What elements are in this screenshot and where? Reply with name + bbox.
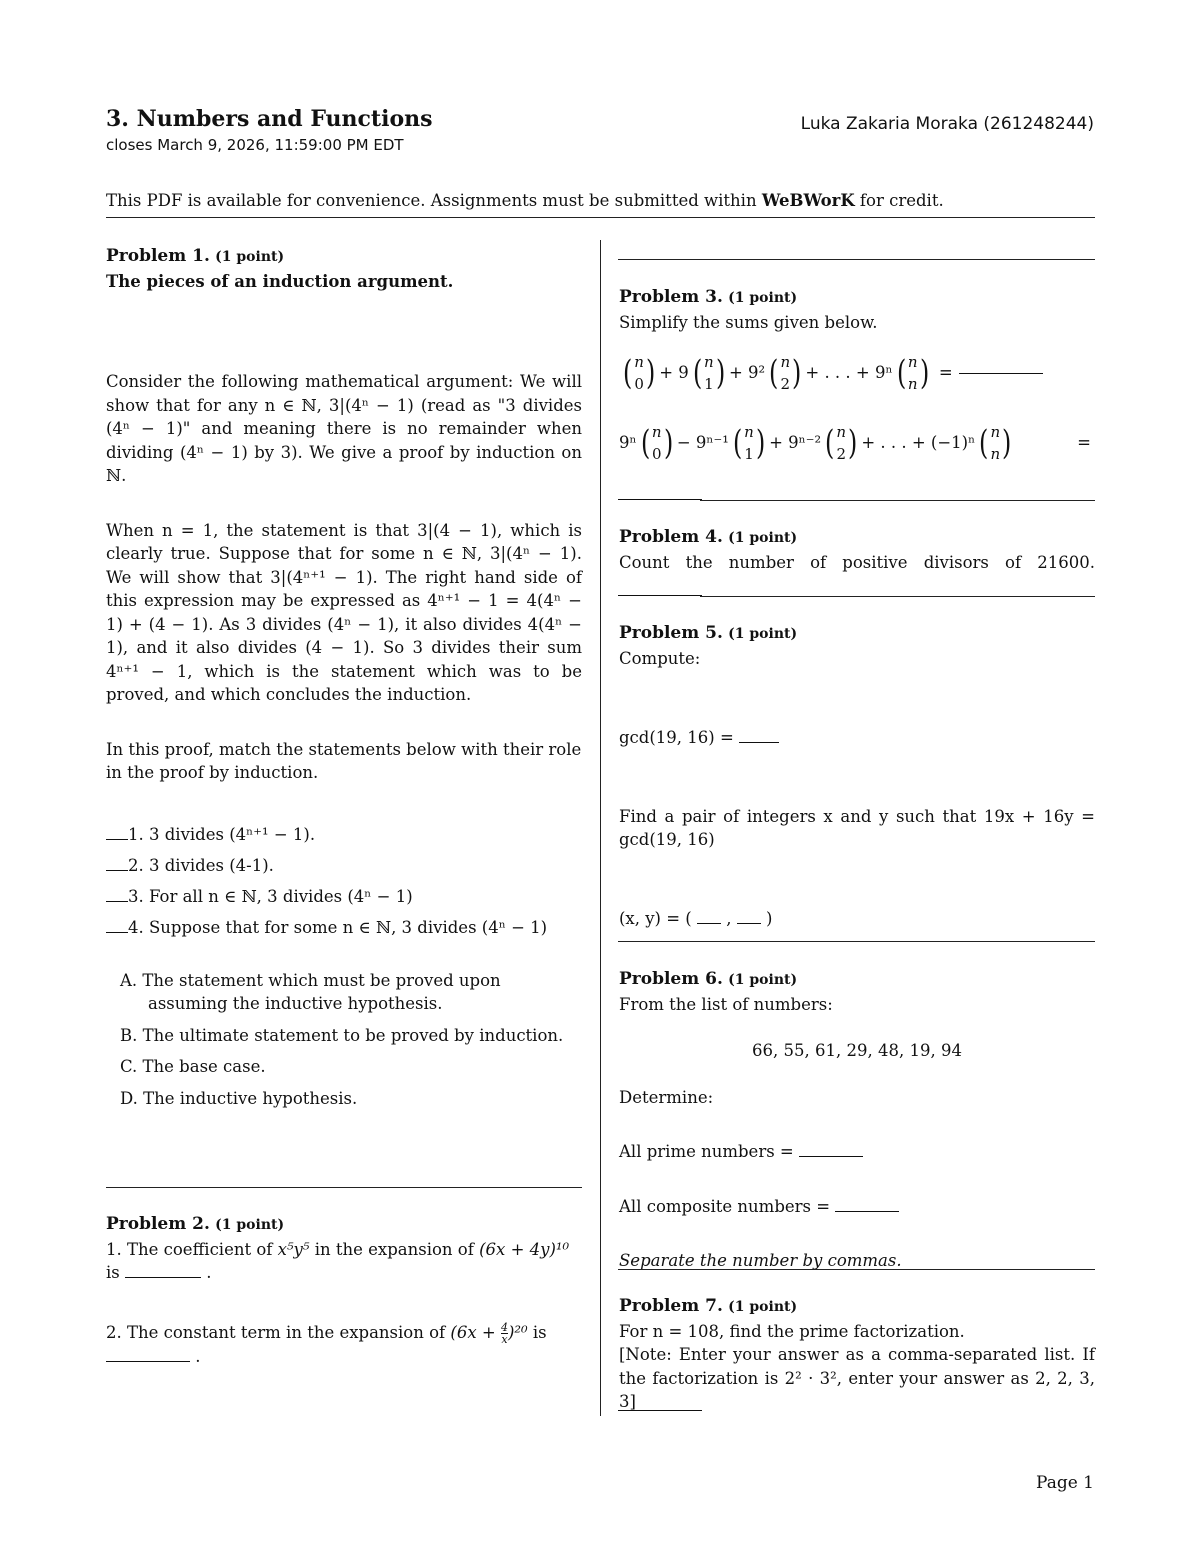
statement-item	[106, 916, 582, 947]
problem-4-rule	[700, 500, 1095, 501]
binom-bottom: 2	[836, 445, 846, 463]
problem-2: Problem 2. (1 point) 1. The coefficient of x⁵y⁵ in the expansion of (6x + 4y)¹⁰ is . 2. The constant term in the expansion of (6x + $\frac{4}{x}$ )²⁰ is .	[106, 1214, 570, 1366]
binom-top: n	[836, 423, 847, 441]
sum-1-answer-blank[interactable]	[959, 373, 1043, 374]
equals: =	[1077, 433, 1091, 453]
binom-top: n	[744, 423, 754, 441]
due-date: closes March 9, 2026, 11:59:00 PM EDT	[106, 136, 404, 154]
sum-term: + . . . + (−1)ⁿ	[861, 433, 976, 453]
q1-term: x⁵y⁵	[277, 1239, 310, 1259]
binom-bottom: 1	[744, 445, 754, 463]
sum-term: + 9²	[728, 363, 766, 383]
notice-text-pre: This PDF is available for convenience. Assignments must be submitted within	[106, 191, 762, 210]
q1-text: 1. The coefficient of	[106, 1239, 278, 1259]
number-list: 66, 55, 61, 29, 48, 19, 94	[752, 1041, 962, 1060]
binom-top: n	[634, 353, 644, 371]
option-item: D. The inductive hypothesis.	[120, 1088, 358, 1108]
problem-2-label: Problem 2.	[106, 1214, 210, 1234]
binom-top: n	[651, 423, 662, 441]
statement-list	[106, 823, 582, 947]
problem-1-proof: When n = 1, the statement is that 3|(4 − 1), which is clearly true. Suppose that for some n ∈ ℕ, 3|(4ⁿ − 1). We will show that 3|(4ⁿ⁺¹ − 1). The right hand side of this expression may be expressed as 4ⁿ⁺¹ − 1 = 4(4ⁿ − 1) + (4 − 1). As 3 divides (4ⁿ − 1), it also divides 4(4ⁿ − 1), and it also divides (4 − 1). So 3 divides their sum 4ⁿ⁺¹ − 1, which is the statement which was to be proved, and which concludes the induction.	[106, 520, 582, 704]
answer-blank-1[interactable]	[106, 839, 128, 840]
y-answer-blank[interactable]	[737, 923, 761, 924]
pair-comma: ,	[726, 908, 732, 928]
gcd-answer-blank[interactable]	[739, 742, 779, 743]
problem-1-label: Problem 1.	[106, 246, 210, 266]
statement-text: 3. For all n ∈ ℕ, 3 divides (4ⁿ − 1)	[128, 886, 413, 906]
column-divider	[600, 240, 601, 1416]
equals: =	[938, 363, 953, 383]
binom-bottom: 0	[651, 445, 662, 463]
q2-expression-b: )²⁰	[507, 1322, 528, 1342]
problem-5-rule	[700, 596, 1095, 597]
binom-top: n	[704, 353, 714, 371]
determine-label: Determine:	[619, 1087, 714, 1107]
statement-text: 1. 3 divides (4ⁿ⁺¹ − 1).	[128, 824, 316, 844]
problem-6-text: From the list of numbers:	[619, 994, 833, 1014]
binom-bottom: 0	[634, 375, 644, 393]
q2-text: 2. The constant term in the expansion of	[106, 1322, 451, 1342]
q2-answer-blank[interactable]	[106, 1361, 190, 1362]
answer-blank-3[interactable]	[106, 901, 128, 902]
answer-blank-2[interactable]	[106, 870, 128, 871]
statement-text: 4. Suppose that for some n ∈ ℕ, 3 divides (4ⁿ − 1)	[128, 917, 548, 937]
problem-1-argument: Consider the following mathematical argument: We will show that for any n ∈ ℕ, 3|(4ⁿ − 1) (read as "3 divides (4ⁿ − 1)" and meaning there is no remainder when dividing (4ⁿ − 1) by 3). We give a proof by induction on ℕ.	[106, 372, 582, 485]
problem-7-label: Problem 7.	[619, 1296, 723, 1316]
binom: ( n 1 )	[692, 353, 725, 393]
binom-bottom: 2	[780, 375, 791, 393]
binom: ( n n )	[896, 353, 929, 393]
problem-6-rule	[618, 941, 1095, 942]
problem-6-note: Separate the number by commas.	[619, 1251, 902, 1270]
composites-label: All composite numbers =	[619, 1196, 831, 1216]
problem-5	[619, 621, 1095, 930]
problem-6-label: Problem 6.	[619, 969, 723, 989]
problem-7-points: (1 point)	[728, 1299, 798, 1315]
problem-2-points: (1 point)	[215, 1217, 285, 1233]
binom-top: n	[780, 353, 791, 371]
pdf-notice	[106, 191, 944, 210]
statement-item	[106, 854, 582, 885]
assignment-title: 3. Numbers and Functions	[106, 106, 433, 132]
option-item: A. The statement which must be proved upon assuming the inductive hypothesis.	[120, 970, 501, 1013]
problem-6-points: (1 point)	[728, 972, 798, 988]
sum-2	[619, 418, 1095, 468]
sum-2-answer-blank[interactable]	[618, 499, 702, 500]
binom: ( n 0 )	[640, 423, 673, 463]
problem-4-text: Count the number of positive divisors of 21600.	[619, 552, 1095, 572]
composites-answer-blank[interactable]	[835, 1211, 899, 1212]
problem-1-subtitle: The pieces of an induction argument.	[106, 271, 454, 291]
student-name: Luka Zakaria Moraka (261248244)	[800, 114, 1094, 134]
binom: ( n 2 )	[825, 423, 858, 463]
binom-bottom: 1	[704, 375, 714, 393]
pair-open: (x, y) = (	[619, 908, 692, 928]
sum-term: + 9ⁿ⁻²	[769, 433, 822, 453]
primes-label: All prime numbers =	[619, 1142, 794, 1161]
sum-term: 9ⁿ	[619, 433, 637, 453]
webwork-brand: WeBWorK	[761, 191, 855, 210]
q1-is: is	[106, 1263, 120, 1282]
answer-blank-4[interactable]	[106, 932, 128, 933]
fraction-numerator: 4	[500, 1320, 508, 1334]
binom-bottom: n	[990, 445, 1001, 463]
q2-is: is	[532, 1322, 547, 1342]
problem-4	[619, 525, 1095, 574]
problem-4-answer-blank[interactable]	[618, 595, 702, 596]
q1-expression: (6x + 4y)¹⁰	[479, 1239, 570, 1259]
problem-5-points: (1 point)	[728, 626, 798, 642]
problem-7-rule	[618, 1269, 1095, 1270]
notice-text-post: for credit.	[854, 191, 944, 210]
binom-bottom: n	[907, 375, 918, 393]
problem-3	[619, 285, 1095, 468]
binom: ( n 2 )	[769, 353, 802, 393]
problem-1-instructions: In this proof, match the statements below with their role in the proof by induction.	[106, 739, 582, 782]
sum-term: − 9ⁿ⁻¹	[676, 433, 729, 453]
fraction-denominator: x	[501, 1332, 508, 1346]
problem-6	[619, 967, 1095, 1273]
problem-7-note: [Note: Enter your answer as a comma-separated list. If the factorization is 2² · 3², enter your answer as 2, 2, 3, 3]	[619, 1345, 1095, 1411]
binom: ( n n )	[979, 423, 1012, 463]
problem-7-answer-blank[interactable]	[618, 1410, 702, 1411]
statement-item	[106, 885, 582, 916]
problem-4-points: (1 point)	[728, 530, 798, 546]
binom-top: n	[907, 353, 918, 371]
option-list	[106, 969, 582, 1111]
problem-5-find: Find a pair of integers x and y such that 19x + 16y = gcd(19, 16)	[619, 806, 1095, 849]
problem-1	[106, 244, 582, 1118]
primes-answer-blank[interactable]	[799, 1156, 863, 1157]
q2-expression-a: (6x +	[450, 1322, 501, 1342]
statement-text: 2. 3 divides (4-1).	[128, 855, 274, 875]
q1-answer-blank[interactable]	[125, 1277, 201, 1278]
option-item: C. The base case.	[120, 1057, 266, 1076]
problem-5-label: Problem 5.	[619, 623, 723, 643]
pair-close: )	[766, 908, 773, 928]
binom: ( n 1 )	[732, 423, 766, 463]
problem-7-text: For n = 108, find the prime factorization.	[619, 1321, 965, 1341]
problem-3-label: Problem 3.	[619, 287, 723, 307]
problem-4-label: Problem 4.	[619, 527, 723, 547]
x-answer-blank[interactable]	[697, 923, 721, 924]
header-rule	[106, 217, 1095, 218]
problem-1-points: (1 point)	[215, 249, 285, 265]
sum-term: + . . . + 9ⁿ	[805, 363, 893, 383]
problem-3-points: (1 point)	[728, 290, 798, 306]
sum-term: + 9	[659, 363, 689, 383]
problem-2-rule	[106, 1187, 582, 1188]
binom-top: n	[990, 423, 1001, 441]
sum-1	[619, 348, 1095, 398]
page-number: Page 1	[1036, 1473, 1094, 1493]
gcd-expression: gcd(19, 16) =	[619, 728, 734, 747]
binom: ( n 0 )	[622, 353, 656, 393]
right-top-rule	[618, 259, 1095, 260]
q1-text-mid: in the expansion of	[309, 1239, 480, 1259]
problem-3-text: Simplify the sums given below.	[619, 312, 878, 332]
statement-item	[106, 823, 582, 854]
problem-5-text: Compute:	[619, 648, 701, 668]
problem-7	[619, 1294, 1095, 1414]
option-item: B. The ultimate statement to be proved by induction.	[120, 1025, 564, 1045]
q2-fraction	[501, 1322, 508, 1345]
